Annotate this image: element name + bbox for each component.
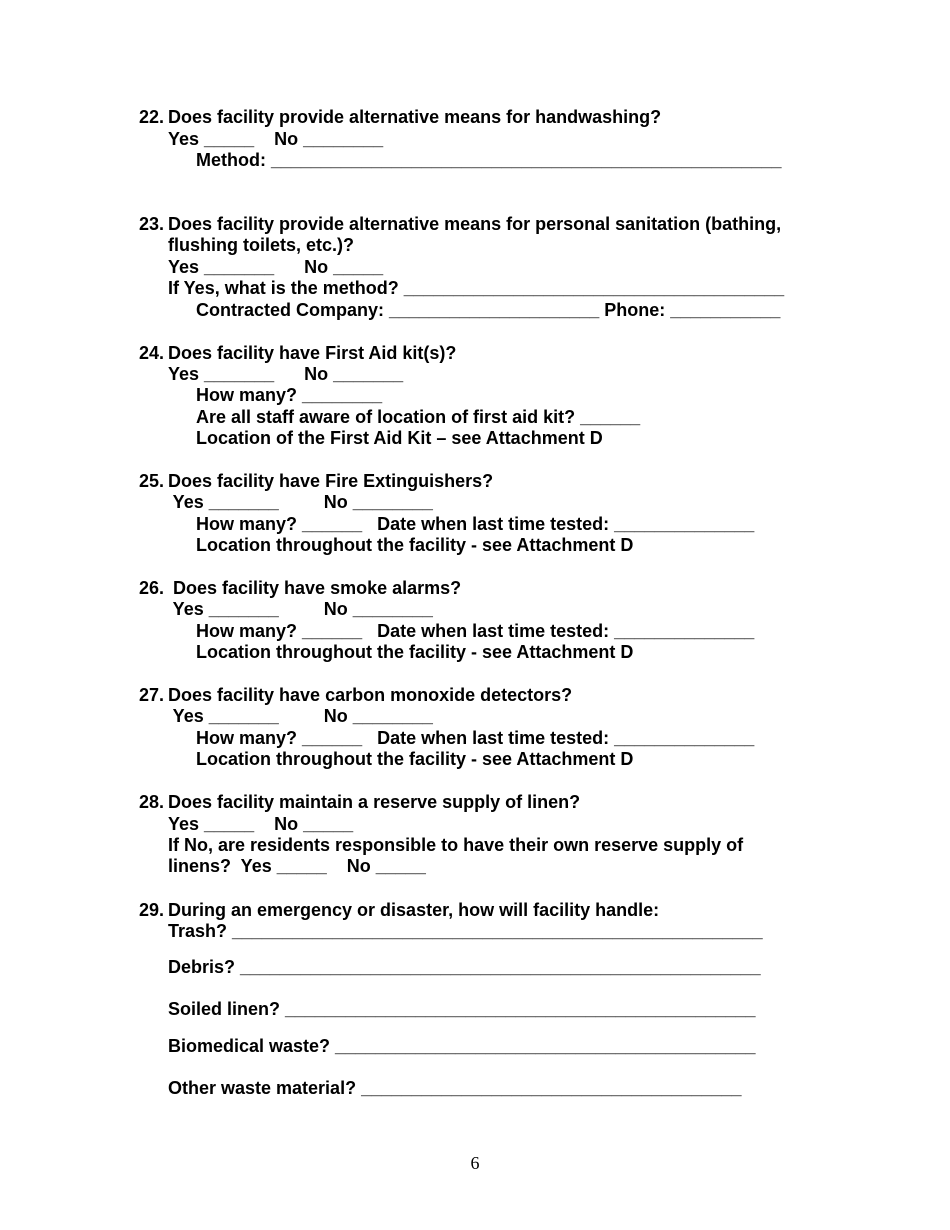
q23-contracted-company-field[interactable]: Contracted Company: _____________________ Phone: ___________ — [196, 300, 781, 320]
q24-location-note: Location of the First Aid Kit – see Attachment D — [196, 428, 603, 448]
q28-linens-yes-no-field[interactable]: linens? Yes _____ No _____ — [168, 856, 426, 876]
q23-number: 23. — [139, 214, 165, 234]
q23-method-field[interactable]: If Yes, what is the method? ______________________________________ — [168, 278, 785, 298]
q25-question: Does facility have Fire Extinguishers? — [168, 471, 494, 491]
q27-location-note: Location throughout the facility - see Attachment D — [196, 749, 634, 769]
q29-number: 29. — [139, 900, 165, 920]
q25-location-note: Location throughout the facility - see Attachment D — [196, 535, 634, 555]
page-number: 6 — [470, 1153, 480, 1173]
q23-question-line1: Does facility provide alternative means for personal sanitation (bathing, — [168, 214, 782, 234]
q29-trash-field[interactable]: Trash? _____________________________________________________ — [168, 921, 763, 941]
q24-staff-aware-field[interactable]: Are all staff aware of location of first aid kit? ______ — [196, 407, 641, 427]
q26-number: 26. — [139, 578, 165, 598]
q29-other-waste-field[interactable]: Other waste material? ______________________________________ — [168, 1078, 742, 1098]
q25-how-many-date-field[interactable]: How many? ______ Date when last time tested: ______________ — [196, 514, 755, 534]
q27-number: 27. — [139, 685, 165, 705]
q26-how-many-date-field[interactable]: How many? ______ Date when last time tested: ______________ — [196, 621, 755, 641]
q24-yes-no-field[interactable]: Yes _______ No _______ — [168, 364, 404, 384]
q24-number: 24. — [139, 343, 165, 363]
q27-question: Does facility have carbon monoxide detectors? — [168, 685, 573, 705]
q23-yes-no-field[interactable]: Yes _______ No _____ — [168, 257, 384, 277]
q26-yes-no-field[interactable]: Yes _______ No ________ — [168, 599, 433, 619]
q25-number: 25. — [139, 471, 165, 491]
q22-number: 22. — [139, 107, 165, 127]
q28-question: Does facility maintain a reserve supply of linen? — [168, 792, 581, 812]
q28-yes-no-field[interactable]: Yes _____ No _____ — [168, 814, 354, 834]
q29-question: During an emergency or disaster, how will facility handle: — [168, 900, 660, 920]
q25-yes-no-field[interactable]: Yes _______ No ________ — [168, 492, 433, 512]
q29-soiled-linen-field[interactable]: Soiled linen? _______________________________________________ — [168, 999, 756, 1019]
q28-if-no-line1: If No, are residents responsible to have their own reserve supply of — [168, 835, 744, 855]
q23-question-line2: flushing toilets, etc.)? — [168, 235, 355, 255]
q26-location-note: Location throughout the facility - see Attachment D — [196, 642, 634, 662]
q29-biomedical-waste-field[interactable]: Biomedical waste? __________________________________________ — [168, 1036, 756, 1056]
q28-number: 28. — [139, 792, 165, 812]
q29-debris-field[interactable]: Debris? ____________________________________________________ — [168, 957, 761, 977]
q24-how-many-field[interactable]: How many? ________ — [196, 385, 383, 405]
q27-yes-no-field[interactable]: Yes _______ No ________ — [168, 706, 433, 726]
q22-yes-no-field[interactable]: Yes _____ No ________ — [168, 129, 384, 149]
q27-how-many-date-field[interactable]: How many? ______ Date when last time tested: ______________ — [196, 728, 755, 748]
q22-question: Does facility provide alternative means for handwashing? — [168, 107, 662, 127]
q24-question: Does facility have First Aid kit(s)? — [168, 343, 457, 363]
q22-method-field[interactable]: Method: ___________________________________________________ — [196, 150, 782, 170]
q26-question: Does facility have smoke alarms? — [168, 578, 462, 598]
